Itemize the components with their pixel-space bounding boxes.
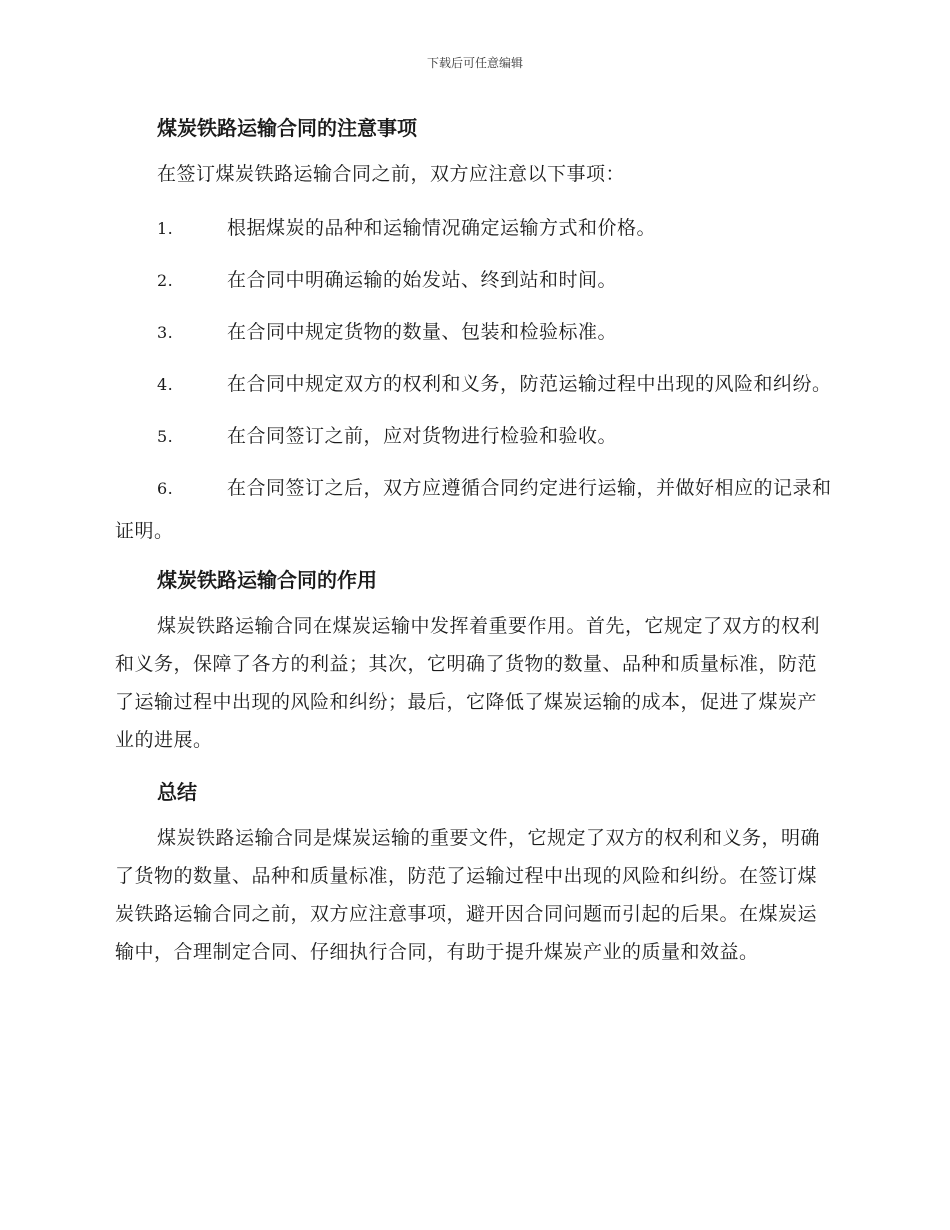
list-item-number: 1.	[157, 219, 174, 238]
list-item	[115, 311, 835, 354]
list-item-text: 在合同签订之后，双方应遵循合同约定进行运输，并做好相应的记录和证明。	[115, 477, 832, 542]
list-item-number: 5.	[157, 427, 174, 446]
list-item-number: 6.	[157, 479, 174, 498]
list-item-number: 3.	[157, 323, 174, 342]
list-item	[115, 467, 835, 552]
list-item-number: 2.	[157, 271, 174, 290]
list-item	[115, 207, 835, 250]
page-header: 下载后可任意编辑	[426, 56, 523, 70]
section-heading-notes: 煤炭铁路运输合同的注意事项	[157, 116, 417, 140]
list-item-text: 在合同中规定货物的数量、包装和检验标准。	[227, 321, 618, 343]
list-item	[115, 363, 835, 406]
section-paragraph: 煤炭铁路运输合同是煤炭运输的重要文件，它规定了双方的权利和义务，明确了货物的数量、品种和质量标准，防范了运输过程中出现的风险和纠纷。在签订煤炭铁路运输合同之前，双方应注意事项，避开因合同问题而引起的后果。在煤炭运输中，合理制定合同、仔细执行合同，有助于提升煤炭产业的质量和效益。	[115, 827, 821, 963]
list-item	[115, 259, 835, 302]
section-heading-purpose: 煤炭铁路运输合同的作用	[157, 568, 377, 592]
section-heading-summary: 总结	[157, 780, 197, 804]
list-item-text: 在合同签订之前，应对货物进行检验和验收。	[227, 425, 618, 447]
document-body	[115, 109, 835, 985]
list-item-number: 4.	[157, 375, 174, 394]
list-item	[115, 415, 835, 458]
section-paragraph: 煤炭铁路运输合同在煤炭运输中发挥着重要作用。首先，它规定了双方的权利和义务，保障了各方的利益；其次，它明确了货物的数量、品种和质量标准，防范了运输过程中出现的风险和纠纷；最后，它降低了煤炭运输的成本，促进了煤炭产业的进展。	[115, 615, 821, 751]
list-item-text: 在合同中规定双方的权利和义务，防范运输过程中出现的风险和纠纷。	[227, 373, 832, 395]
list-item-text: 根据煤炭的品种和运输情况确定运输方式和价格。	[227, 217, 657, 239]
list-item-text: 在合同中明确运输的始发站、终到站和时间。	[227, 269, 618, 291]
section-intro: 在签订煤炭铁路运输合同之前，双方应注意以下事项：	[157, 163, 626, 185]
